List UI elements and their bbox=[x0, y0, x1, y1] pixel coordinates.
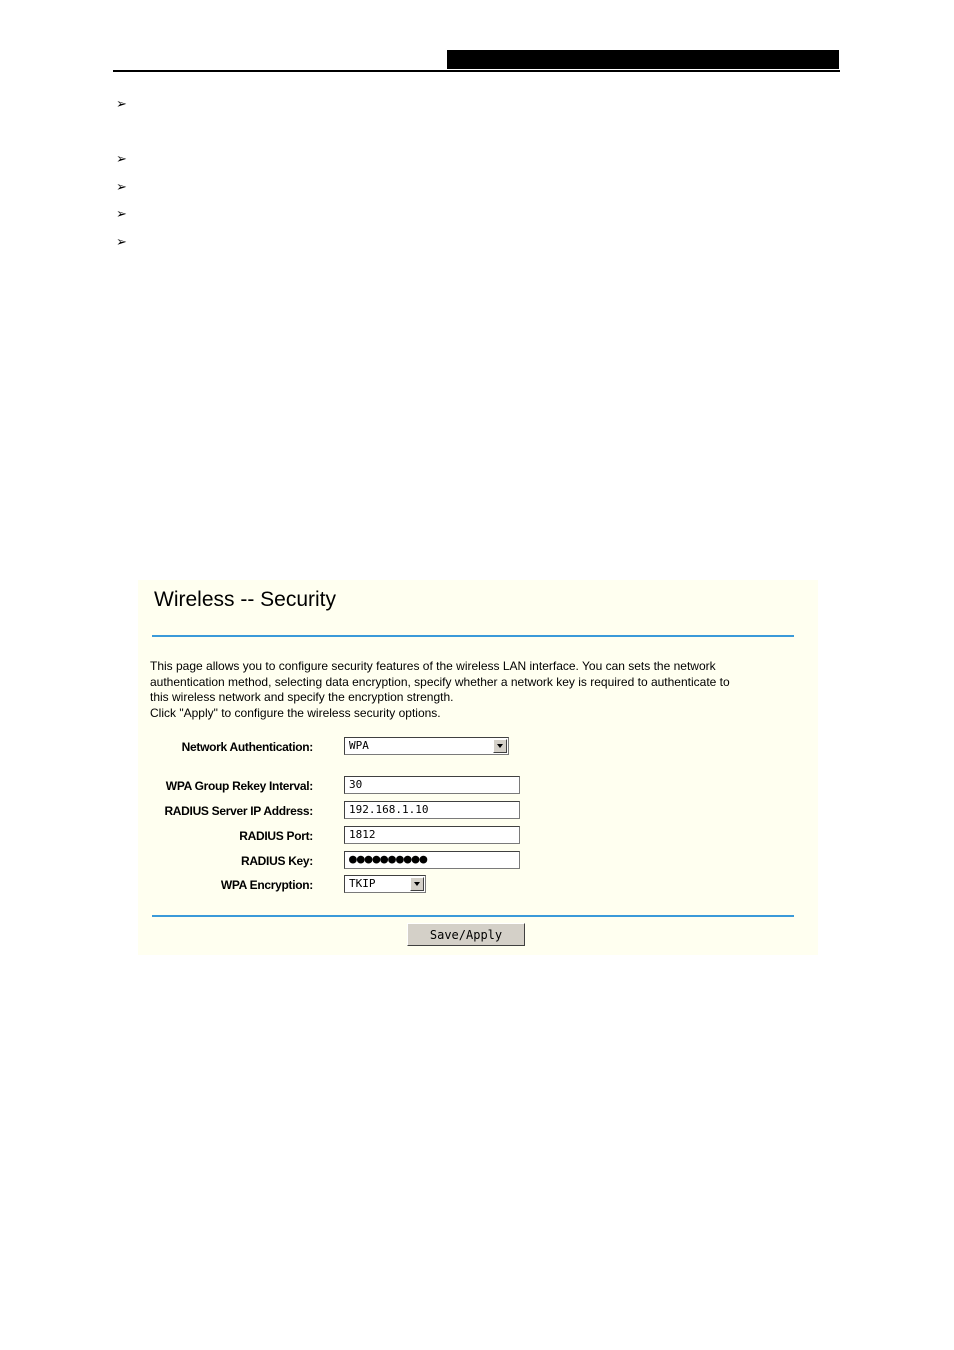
wpa-encryption-label: WPA Encryption: bbox=[220, 878, 313, 892]
page-title: Wireless -- Security bbox=[154, 588, 337, 611]
network-authentication-label: Network Authentication: bbox=[181, 740, 313, 754]
wireless-security-panel bbox=[138, 580, 818, 955]
rekey-interval-input[interactable]: 30 bbox=[344, 776, 520, 794]
chevron-down-icon[interactable] bbox=[410, 877, 424, 891]
description-line: this wireless network and specify the encryption strength. bbox=[150, 690, 454, 705]
rekey-interval-label: WPA Group Rekey Interval: bbox=[165, 779, 313, 793]
radius-key-label: RADIUS Key: bbox=[240, 854, 313, 868]
bullet-arrow-icon: ➢ bbox=[116, 235, 127, 250]
page-description bbox=[150, 659, 790, 721]
top-divider bbox=[152, 635, 794, 637]
radius-port-label: RADIUS Port: bbox=[239, 829, 313, 843]
bullet-arrow-icon: ➢ bbox=[116, 97, 127, 112]
bullet-arrow-icon: ➢ bbox=[116, 207, 127, 222]
description-line: authentication method, selecting data encryption, specify whether a network key is required to authenticate to bbox=[150, 674, 730, 689]
bottom-divider bbox=[152, 915, 794, 917]
header-rule bbox=[113, 70, 840, 72]
radius-ip-input[interactable]: 192.168.1.10 bbox=[344, 801, 520, 819]
radius-ip-label: RADIUS Server IP Address: bbox=[164, 804, 313, 818]
bullet-arrow-icon: ➢ bbox=[116, 152, 127, 167]
description-line: This page allows you to configure security features of the wireless LAN interface. You can sets the network bbox=[150, 659, 716, 673]
header-bar bbox=[447, 50, 839, 69]
network-authentication-value: WPA bbox=[349, 739, 369, 752]
wpa-encryption-value: TKIP bbox=[349, 877, 376, 890]
save-apply-button[interactable]: Save/Apply bbox=[407, 923, 525, 946]
description-line: Click "Apply" to configure the wireless security options. bbox=[150, 705, 441, 720]
chevron-down-icon[interactable] bbox=[493, 739, 507, 753]
bullet-arrow-icon: ➢ bbox=[116, 180, 127, 195]
radius-port-input[interactable]: 1812 bbox=[344, 826, 520, 844]
wpa-encryption-select[interactable] bbox=[344, 875, 426, 893]
network-authentication-select[interactable] bbox=[344, 737, 509, 755]
radius-key-input[interactable]: ●●●●●●●●●● bbox=[344, 851, 520, 869]
